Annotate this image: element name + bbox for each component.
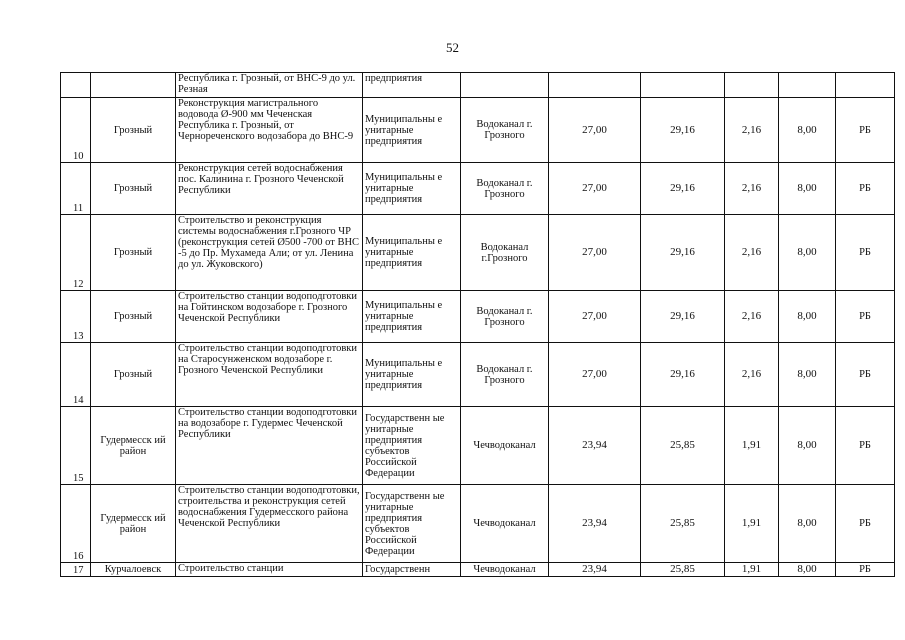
ownership-type: Муниципальны е унитарные предприятия bbox=[363, 343, 461, 407]
value-2: 25,85 bbox=[641, 485, 725, 563]
infrastructure-table bbox=[60, 72, 895, 577]
value-4: 8,00 bbox=[779, 563, 836, 577]
funding-source: РБ bbox=[836, 98, 895, 163]
value-4: 8,00 bbox=[779, 343, 836, 407]
value-1: 23,94 bbox=[549, 485, 641, 563]
row-number: 15 bbox=[61, 407, 91, 485]
table-row bbox=[61, 163, 895, 215]
ownership-type: Государственн ые унитарные предприятия субъектов Российской Федерации bbox=[363, 485, 461, 563]
page-number: 52 bbox=[446, 40, 459, 55]
operator-cell: Чечводоканал bbox=[461, 563, 549, 577]
value-1: 23,94 bbox=[549, 563, 641, 577]
table-row bbox=[61, 343, 895, 407]
value-3: 1,91 bbox=[725, 407, 779, 485]
project-description: Строительство станции водоподготовки на Гойтинском водозаборе г. Грозного Чеченской Республики bbox=[176, 291, 363, 343]
locality-cell: Гудермесск ий район bbox=[91, 485, 176, 563]
funding-source bbox=[836, 73, 895, 98]
value-3 bbox=[725, 73, 779, 98]
value-3: 1,91 bbox=[725, 563, 779, 577]
operator-cell: Чечводоканал bbox=[461, 407, 549, 485]
operator-cell: Водоканал г. Грозного bbox=[461, 343, 549, 407]
table-row bbox=[61, 215, 895, 291]
locality-cell: Гудермесск ий район bbox=[91, 407, 176, 485]
value-4: 8,00 bbox=[779, 215, 836, 291]
row-number: 14 bbox=[61, 343, 91, 407]
table-row bbox=[61, 485, 895, 563]
locality-cell: Курчалоевск bbox=[91, 563, 176, 577]
operator-cell: Водоканал г. Грозного bbox=[461, 98, 549, 163]
project-description: Строительство и реконструкция системы водоснабжения г.Грозного ЧР (реконструкция сетей Ø500 -700 от ВНС -5 до Пр. Мухамеда Али; от ул. Ленина до ул. Жуковского) bbox=[176, 215, 363, 291]
funding-source: РБ bbox=[836, 407, 895, 485]
table-row bbox=[61, 407, 895, 485]
value-2: 29,16 bbox=[641, 215, 725, 291]
value-2: 29,16 bbox=[641, 163, 725, 215]
table-row bbox=[61, 98, 895, 163]
row-number: 11 bbox=[61, 163, 91, 215]
project-description: Реконструкция сетей водоснабжения пос. Калинина г. Грозного Чеченской Республики bbox=[176, 163, 363, 215]
value-3: 2,16 bbox=[725, 98, 779, 163]
value-4: 8,00 bbox=[779, 291, 836, 343]
value-2: 29,16 bbox=[641, 343, 725, 407]
operator-cell: Водоканал г. Грозного bbox=[461, 291, 549, 343]
value-2: 25,85 bbox=[641, 563, 725, 577]
operator-cell: Водоканал г. Грозного bbox=[461, 163, 549, 215]
value-1: 27,00 bbox=[549, 291, 641, 343]
ownership-type: Государственн ые унитарные предприятия субъектов Российской Федерации bbox=[363, 407, 461, 485]
value-3: 2,16 bbox=[725, 343, 779, 407]
locality-cell: Грозный bbox=[91, 163, 176, 215]
funding-source: РБ bbox=[836, 163, 895, 215]
funding-source: РБ bbox=[836, 291, 895, 343]
value-2: 25,85 bbox=[641, 407, 725, 485]
operator-cell: Водоканал г.Грозного bbox=[461, 215, 549, 291]
value-1: 27,00 bbox=[549, 163, 641, 215]
value-3: 1,91 bbox=[725, 485, 779, 563]
value-4: 8,00 bbox=[779, 98, 836, 163]
project-description: Строительство станции водоподготовки на Старосунженском водозаборе г. Грозного Чеченской Республики bbox=[176, 343, 363, 407]
value-2 bbox=[641, 73, 725, 98]
operator-cell: Чечводоканал bbox=[461, 485, 549, 563]
value-4: 8,00 bbox=[779, 407, 836, 485]
row-number: 12 bbox=[61, 215, 91, 291]
project-description: Республика г. Грозный, от ВНС-9 до ул. Резная bbox=[176, 73, 363, 98]
locality-cell: Грозный bbox=[91, 215, 176, 291]
value-1: 27,00 bbox=[549, 98, 641, 163]
funding-source: РБ bbox=[836, 343, 895, 407]
funding-source: РБ bbox=[836, 215, 895, 291]
table-row bbox=[61, 563, 895, 577]
table-row bbox=[61, 291, 895, 343]
value-4: 8,00 bbox=[779, 163, 836, 215]
project-description: Реконструкция магистрального водовода Ø-900 мм Чеченская Республика г. Грозный, от Чернореченского водозабора до ВНС-9 bbox=[176, 98, 363, 163]
ownership-type: Муниципальны е унитарные предприятия bbox=[363, 215, 461, 291]
row-number: 13 bbox=[61, 291, 91, 343]
value-3: 2,16 bbox=[725, 291, 779, 343]
funding-source: РБ bbox=[836, 563, 895, 577]
value-1: 23,94 bbox=[549, 407, 641, 485]
value-4: 8,00 bbox=[779, 485, 836, 563]
value-1 bbox=[549, 73, 641, 98]
locality-cell: Грозный bbox=[91, 98, 176, 163]
value-2: 29,16 bbox=[641, 98, 725, 163]
ownership-type: Муниципальны е унитарные предприятия bbox=[363, 291, 461, 343]
project-description: Строительство станции водоподготовки, строительства и реконструкция сетей водоснабжения Гудермесского района Чеченской Республики bbox=[176, 485, 363, 563]
row-number: 16 bbox=[61, 485, 91, 563]
locality-cell: Грозный bbox=[91, 343, 176, 407]
ownership-type: Муниципальны е унитарные предприятия bbox=[363, 98, 461, 163]
row-number: 10 bbox=[61, 98, 91, 163]
value-3: 2,16 bbox=[725, 163, 779, 215]
value-3: 2,16 bbox=[725, 215, 779, 291]
locality-cell bbox=[91, 73, 176, 98]
value-1: 27,00 bbox=[549, 215, 641, 291]
value-4 bbox=[779, 73, 836, 98]
value-1: 27,00 bbox=[549, 343, 641, 407]
value-2: 29,16 bbox=[641, 291, 725, 343]
operator-cell bbox=[461, 73, 549, 98]
locality-cell: Грозный bbox=[91, 291, 176, 343]
ownership-type: предприятия bbox=[363, 73, 461, 98]
ownership-type: Государственн bbox=[363, 563, 461, 577]
project-description: Строительство станции водоподготовки на водозаборе г. Гудермес Чеченской Республики bbox=[176, 407, 363, 485]
table-row bbox=[61, 73, 895, 98]
ownership-type: Муниципальны е унитарные предприятия bbox=[363, 163, 461, 215]
project-description: Строительство станции bbox=[176, 563, 363, 577]
row-number: 17 bbox=[61, 563, 91, 577]
funding-source: РБ bbox=[836, 485, 895, 563]
row-number bbox=[61, 73, 91, 98]
